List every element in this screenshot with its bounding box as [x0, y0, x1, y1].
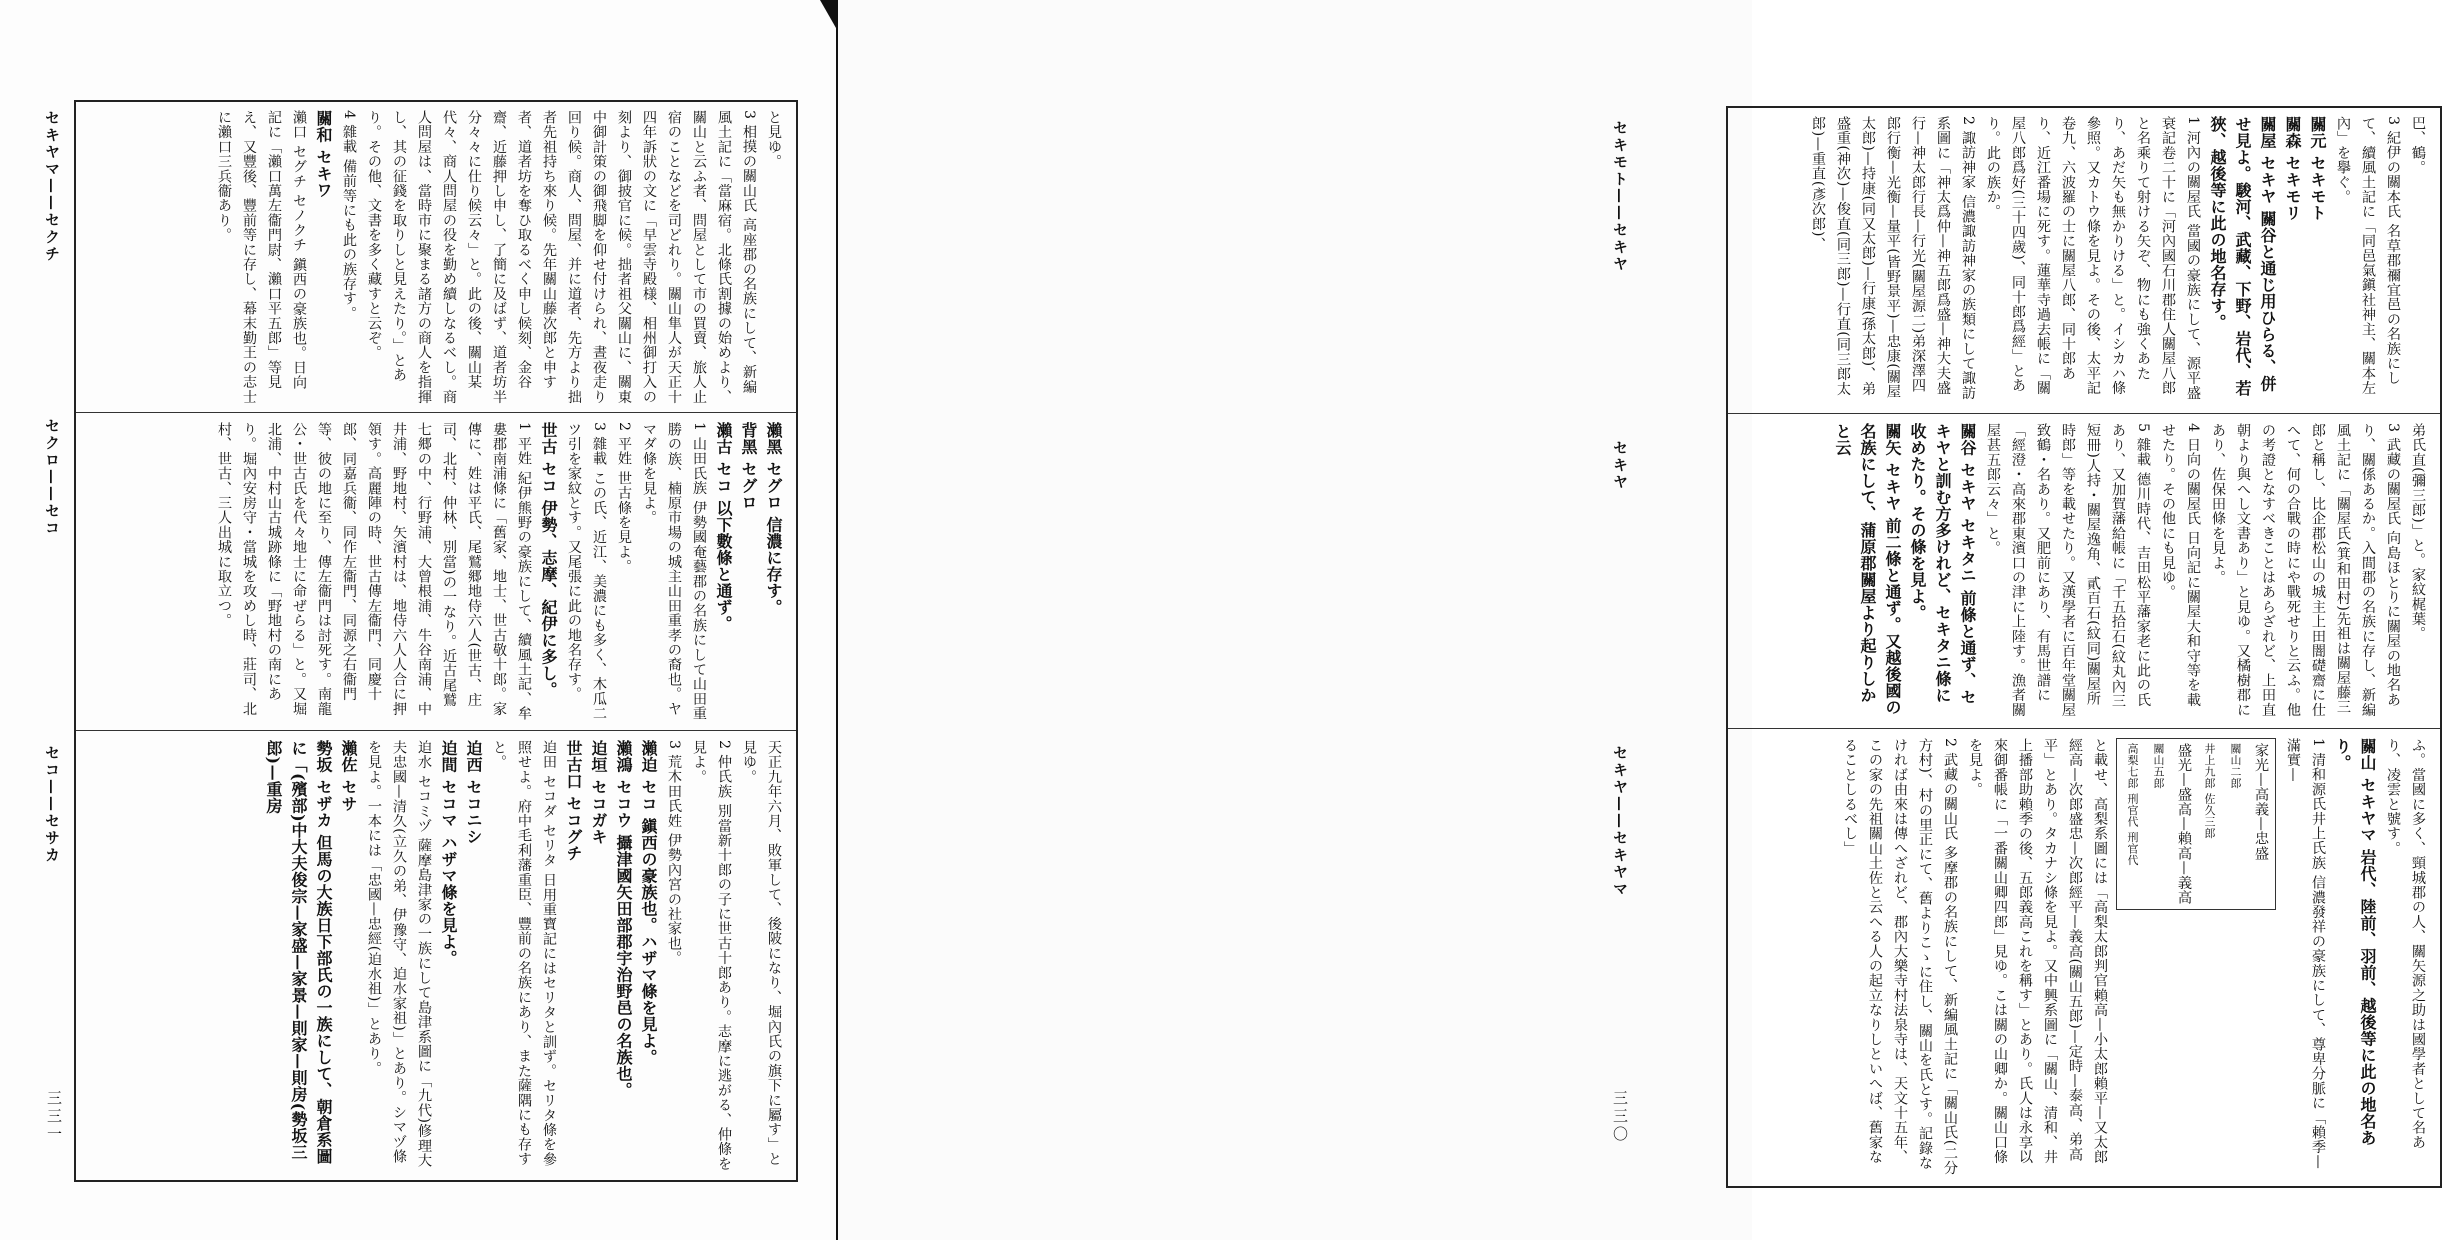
entry-paragraph: 世古口 セコグチ	[564, 740, 583, 862]
lineage-row4: 高梨七郎 刑官代 刑官代	[2126, 743, 2139, 866]
entry-paragraph: ふ。當國に多く、頸城郡の人、關矢源之助は國學者として名あり、凌雲と號す。	[2385, 738, 2426, 1150]
entry-paragraph: 2 仲氏族 別當新十郎の子に世古十郎あり。志摩に逃がる、仲條を見よ。	[691, 740, 732, 1172]
entry-paragraph: 關矢 セキヤ 前二條と通ず。又越後國の名族にして、蒲原郡關屋より起りしかと云	[1833, 423, 1902, 716]
text-frame	[74, 100, 798, 1182]
entry-paragraph: 4 日向の關屋氏 日向記に關屋大和守等を載せたり。その他にも見ゆ。	[2160, 423, 2201, 708]
entry-paragraph: 瀨黑 セグロ 信濃に存す。	[764, 422, 783, 616]
entry-paragraph: 關元 セキモト	[2308, 116, 2327, 222]
entry-paragraph: 背黑 セグロ	[739, 422, 758, 511]
entry-paragraph: 3 雜載 この氏、近江、美濃にも多く、木瓜二ツ引を家紋とす。又尾張に此の地名存す。	[566, 422, 607, 721]
text-frame	[1726, 106, 2442, 1188]
entry-paragraph: 瀨古 セコ 以下數條と通ず。	[714, 422, 733, 633]
entry-paragraph: 1 山田氏族 伊勢國奄藝郡の名族にして山田重勝の族、楠原市場の城主山田重孝の裔也。ヤマダ條を見よ。	[641, 422, 707, 721]
entry-paragraph: 3 紀伊の關本氏 名草郡禰宜邑の名族にして、續風土記に「同邑氣鎭社神主、關本左內」を擧ぐ。	[2335, 116, 2401, 396]
band-bottom-text	[1738, 738, 2430, 1178]
entry-paragraph: 天正九年六月、敗軍して、後陂になり、堀內氏の旗下に屬す」と見ゆ。	[741, 740, 782, 1167]
entry-paragraph: 瀨口 セグチ セノクチ 鎭西の豪族也。日向記に「瀨口萬左衞門尉、瀨口平五郎」等見え、又豐後、豐前等に存し、幕末勤王の志士に瀨口三兵衞あり。	[216, 110, 307, 404]
band-bottom	[76, 732, 796, 1180]
band-top-text	[1738, 116, 2430, 405]
entry-paragraph: 1 河內の關屋氏 當國の豪族にして、源平盛衰記卷二十に「河內國石川郡住人關屋八郎と名乘りて射ける矢ぞ、物にも強くあたり、あだ矢も無かりける」と。イシカハ條參照。又カトウ條を見よ。その後、太平記卷九、六波羅の士に關屋八郎、同十郎あり、近江番場に死す。蓮華寺過去帳に「關屋八郎爲好(三十四歲)、同十郎爲經」とあり。此の族か。	[1985, 116, 2201, 401]
entry-paragraph: 迫西 セコニシ	[464, 740, 483, 846]
entry-paragraph: 迫間 セコマ ハザマ條を見よ。	[439, 740, 458, 967]
right-page	[838, 0, 2426, 1240]
left-page	[0, 0, 838, 1240]
running-head-middle: セクロ——セコ	[43, 418, 61, 537]
lineage-row2: 井上九郎 佐久三郎	[2203, 743, 2216, 839]
entry-paragraph: 5 雜載 德川時代、吉田松平藩家老に此の氏あり、又加賀藩給帳に「千五拾石(紋丸內三短冊)人持・關屋逸角、貳百石(紋同)關屋所時郎」等を載せたり。又漢學者に百年堂關屋致鶴・名あり。又肥前にあり、有馬世譜に「經澄・高來郡東濱口の津に上陸す。漁者關屋甚五郎云々」と。	[1985, 423, 2151, 717]
entry-paragraph: 弟氏直(彌三郎)」と。家紋梶葉。	[2410, 423, 2426, 641]
lineage-row1-note: 關山二郎	[2229, 743, 2242, 789]
entry-paragraph: 4 雜載 備前等にも此の族存す。	[341, 110, 357, 321]
entry-paragraph: 3 荒木田氏姓 伊勢內宮の社家也。	[666, 740, 682, 966]
entry-paragraph: 1 清和源氏井上氏族 信濃發祥の豪族にして、尊卑分脈に「賴季—滿實—	[2285, 738, 2326, 1170]
running-head-top: セキモト——セキヤ	[1611, 120, 1629, 273]
entry-paragraph: 迫田 セコダ セリタ 日用重寶記にはセリタと訓ず。セリタ條を參照せよ。府中毛利藩重臣、豐前の名族にあり、また薩隅にも存すと。	[491, 740, 557, 1167]
entry-paragraph: 瀨迫 セコ 鎭西の豪族也。ハザマ條を見よ。	[639, 740, 658, 1066]
band-middle	[1728, 415, 2440, 727]
band-bottom-text	[86, 740, 786, 1172]
entry-paragraph: 關谷 セキヤ セキタニ 前條と通ず、セキヤと訓む方多けれど、セキタニ條に收めたり。その條を見よ。	[1908, 423, 1977, 706]
running-head-middle: セキヤ	[1611, 440, 1629, 491]
entry-paragraph: 2 平姓 世古條を見よ。	[616, 422, 632, 574]
band-divider	[1728, 413, 2440, 414]
entry-paragraph: 3 武藏の關屋氏 向島ほとりに關屋の地名あり、關係あるか。入間郡の名族に存し、新編風土記に「關屋氏(箕和田村)先祖は關屋藤三郎と稱し、比企郡松山の城主上田闇礎齋に仕へて、何の合戰の時にや戰死せりと云ふ。他の考證となすべきことはあらざれど、上田直朝より與へし文書あり」と見ゆ。又橘樹郡にあり、佐保田條を見よ。	[2210, 423, 2401, 717]
lineage-row3-note: 關山五郎	[2152, 743, 2165, 789]
band-middle	[76, 414, 796, 730]
band-top	[1728, 108, 2440, 413]
entry-paragraph: 瀨鴻 セコウ 攝津國矢田部郡宇治野邑の名族也。	[614, 740, 633, 1099]
page-number: 三三〇	[1611, 1090, 1629, 1144]
running-head-bottom: セコ——セサカ	[43, 745, 61, 864]
entry-paragraph: 勢坂 セザカ 但馬の大族日下部氏の一族にして、朝倉系圖に「(殯部)中大夫俊宗—家盛—家景—則家—則房(勢坂三郎)—重房	[264, 740, 333, 1165]
entry-paragraph: 2 武藏の關山氏 多摩郡の名族にして、新編風土記に「關山氏(二分方村)、村の里正にて、舊よりこゝに住し、關山を氏とす。記錄なければ由來は傳へざれど、郡內大樂寺村法泉寺は、天文十五年、この家の先祖關山土佐と云へる人の起立なりしといへば、舊家なることしるべし」	[1842, 738, 1958, 1176]
entry-paragraph: 關和 セキワ	[314, 110, 333, 199]
entry-paragraph: 關屋 セキヤ 關谷と通じ用ひらる、併せ見よ。駿河、武藏、下野、岩代、若狹、越後等に此の地名存す。	[2208, 116, 2277, 397]
entry-paragraph: 關山 セキヤマ 岩代、陸前、羽前、越後等に此の地名あり。	[2333, 738, 2377, 1147]
band-middle-text	[86, 422, 786, 722]
entry-paragraph: 關森 セキモリ	[2283, 116, 2302, 222]
band-divider	[1728, 728, 2440, 729]
entry-paragraph: 迫水 セコミヅ 薩摩島津家の一族にして島津系圖に「九代)修理大夫忠國—清久(立久の弟、伊豫守、迫水家祖)」とあり。シマヅ條を見よ。一本には「忠國—忠經(迫水祖)」とあり。	[366, 740, 432, 1168]
band-top-text	[86, 110, 786, 404]
entry-paragraph: と載せ、高梨系圖には「高梨太郎判官賴高—小太郎賴平—又太郎經高—次郎盛忠—次郎經平—義高(關山五郎)—定時—泰高、弟高平」とあり。タカナシ條を見よ。又中興系圖に「關山、清和、井上播部助賴季の後、五郎義高これを稱す」とあり。氏人は永享以來御番帳に「一番關山卿四郎」見ゆ。こは關の山卿か。關山口條を見よ。	[1967, 738, 2108, 1165]
entry-paragraph: 1 平姓 紀伊熊野の豪族にして、續風土記、牟婁郡南浦條に「舊家、地士、世古敬十郎。家傳に、姓は平氏、尾鷲郷地侍六人(世古、庄司、北村、仲林、別當)の一なり。近古尾鷲七郷の中、行野浦、大曾根浦、牛谷南浦、中井浦、野地村、矢濱村は、地侍六人人合に押領す。高麗陣の時、世古傳左衞門、同慶十郎、同嘉兵衞、同作左衞門、同源之右衞門等、彼の地に至り、傳左衞門は討死す。南龍公・世古氏を代々地士に命ぜらる」と。又堀北浦、中村山古城跡條に「野地村の南にあり。堀內安房守・當城を攻めし時、莊司、北村、世古、三人出城に取立つ。	[216, 422, 532, 721]
entry-paragraph: 3 相摸の關山氏 高座郡の名族にして、新編風土記に「當麻宿。北條氏割據の始めより、關山と云ふ者、問屋として市の買賣、旅人止宿のことなどを司どれり。關山隼人が天正十四年訴狀の文に「早雲寺殿様、相州御打入の刻より、御披官に候。拙者祖父關山に、關東中御計策の御飛脚を仰せ付けられ、晝夜走り回り候。商人、問屋、并に道者、先方より拙者先祖持ち來り候。先年關山藤次郎と申す者、道者坊を奪ひ取るべく申し候刻、金谷齋、近藤押し申し、了簡に及ばず、道者坊半分々々に仕り候云々」と。此の後、關山某代々、商人問屋の役を勤め續しなるべし。商人問屋は、當時市に聚まる諸方の商人を指揮し、其の征錢を取りしと見えたり。」とあり。その他、文書を多く藏すと云ぞ。	[366, 110, 757, 404]
running-head-top: セキヤマ——セクチ	[43, 110, 61, 263]
entry-paragraph: 世古 セコ 伊勢、志摩、紀伊に多し。	[539, 422, 558, 699]
entry-paragraph: と見ゆ。	[766, 110, 782, 169]
lineage-chart	[2116, 738, 2276, 910]
entry-paragraph: 巴、鶴。	[2410, 116, 2426, 175]
band-divider	[76, 730, 796, 731]
band-bottom	[1728, 730, 2440, 1186]
lineage-row1: 家光—高義—忠盛	[2253, 743, 2269, 861]
band-divider	[76, 412, 796, 413]
lineage-row3: 盛光—盛高—賴高—義高	[2176, 743, 2192, 905]
page-number: 三三一	[45, 1090, 63, 1144]
running-head-bottom: セキヤ——セキヤマ	[1611, 745, 1629, 898]
band-top	[76, 102, 796, 412]
entry-paragraph: 瀨佐 セサ	[339, 740, 358, 813]
band-middle-text	[1738, 423, 2430, 719]
entry-paragraph: 迫垣 セコガキ	[589, 740, 608, 846]
entry-paragraph: 2 諏訪神家 信濃諏訪神家の族類にして諏訪系圖に「神太爲仲—神五郎爲盛—神大夫盛行—神太郎行長—行光(關屋源二)弟深澤四郎行衡—光衡—量平(皆野景平)—忠康(關屋太郎)—持康(同又太郎)—行康(孫太郎)、弟盛重(神次)—俊直(同三郎)—行直(同三郎太郎)—重直(彥次郎)、	[1810, 116, 1976, 401]
